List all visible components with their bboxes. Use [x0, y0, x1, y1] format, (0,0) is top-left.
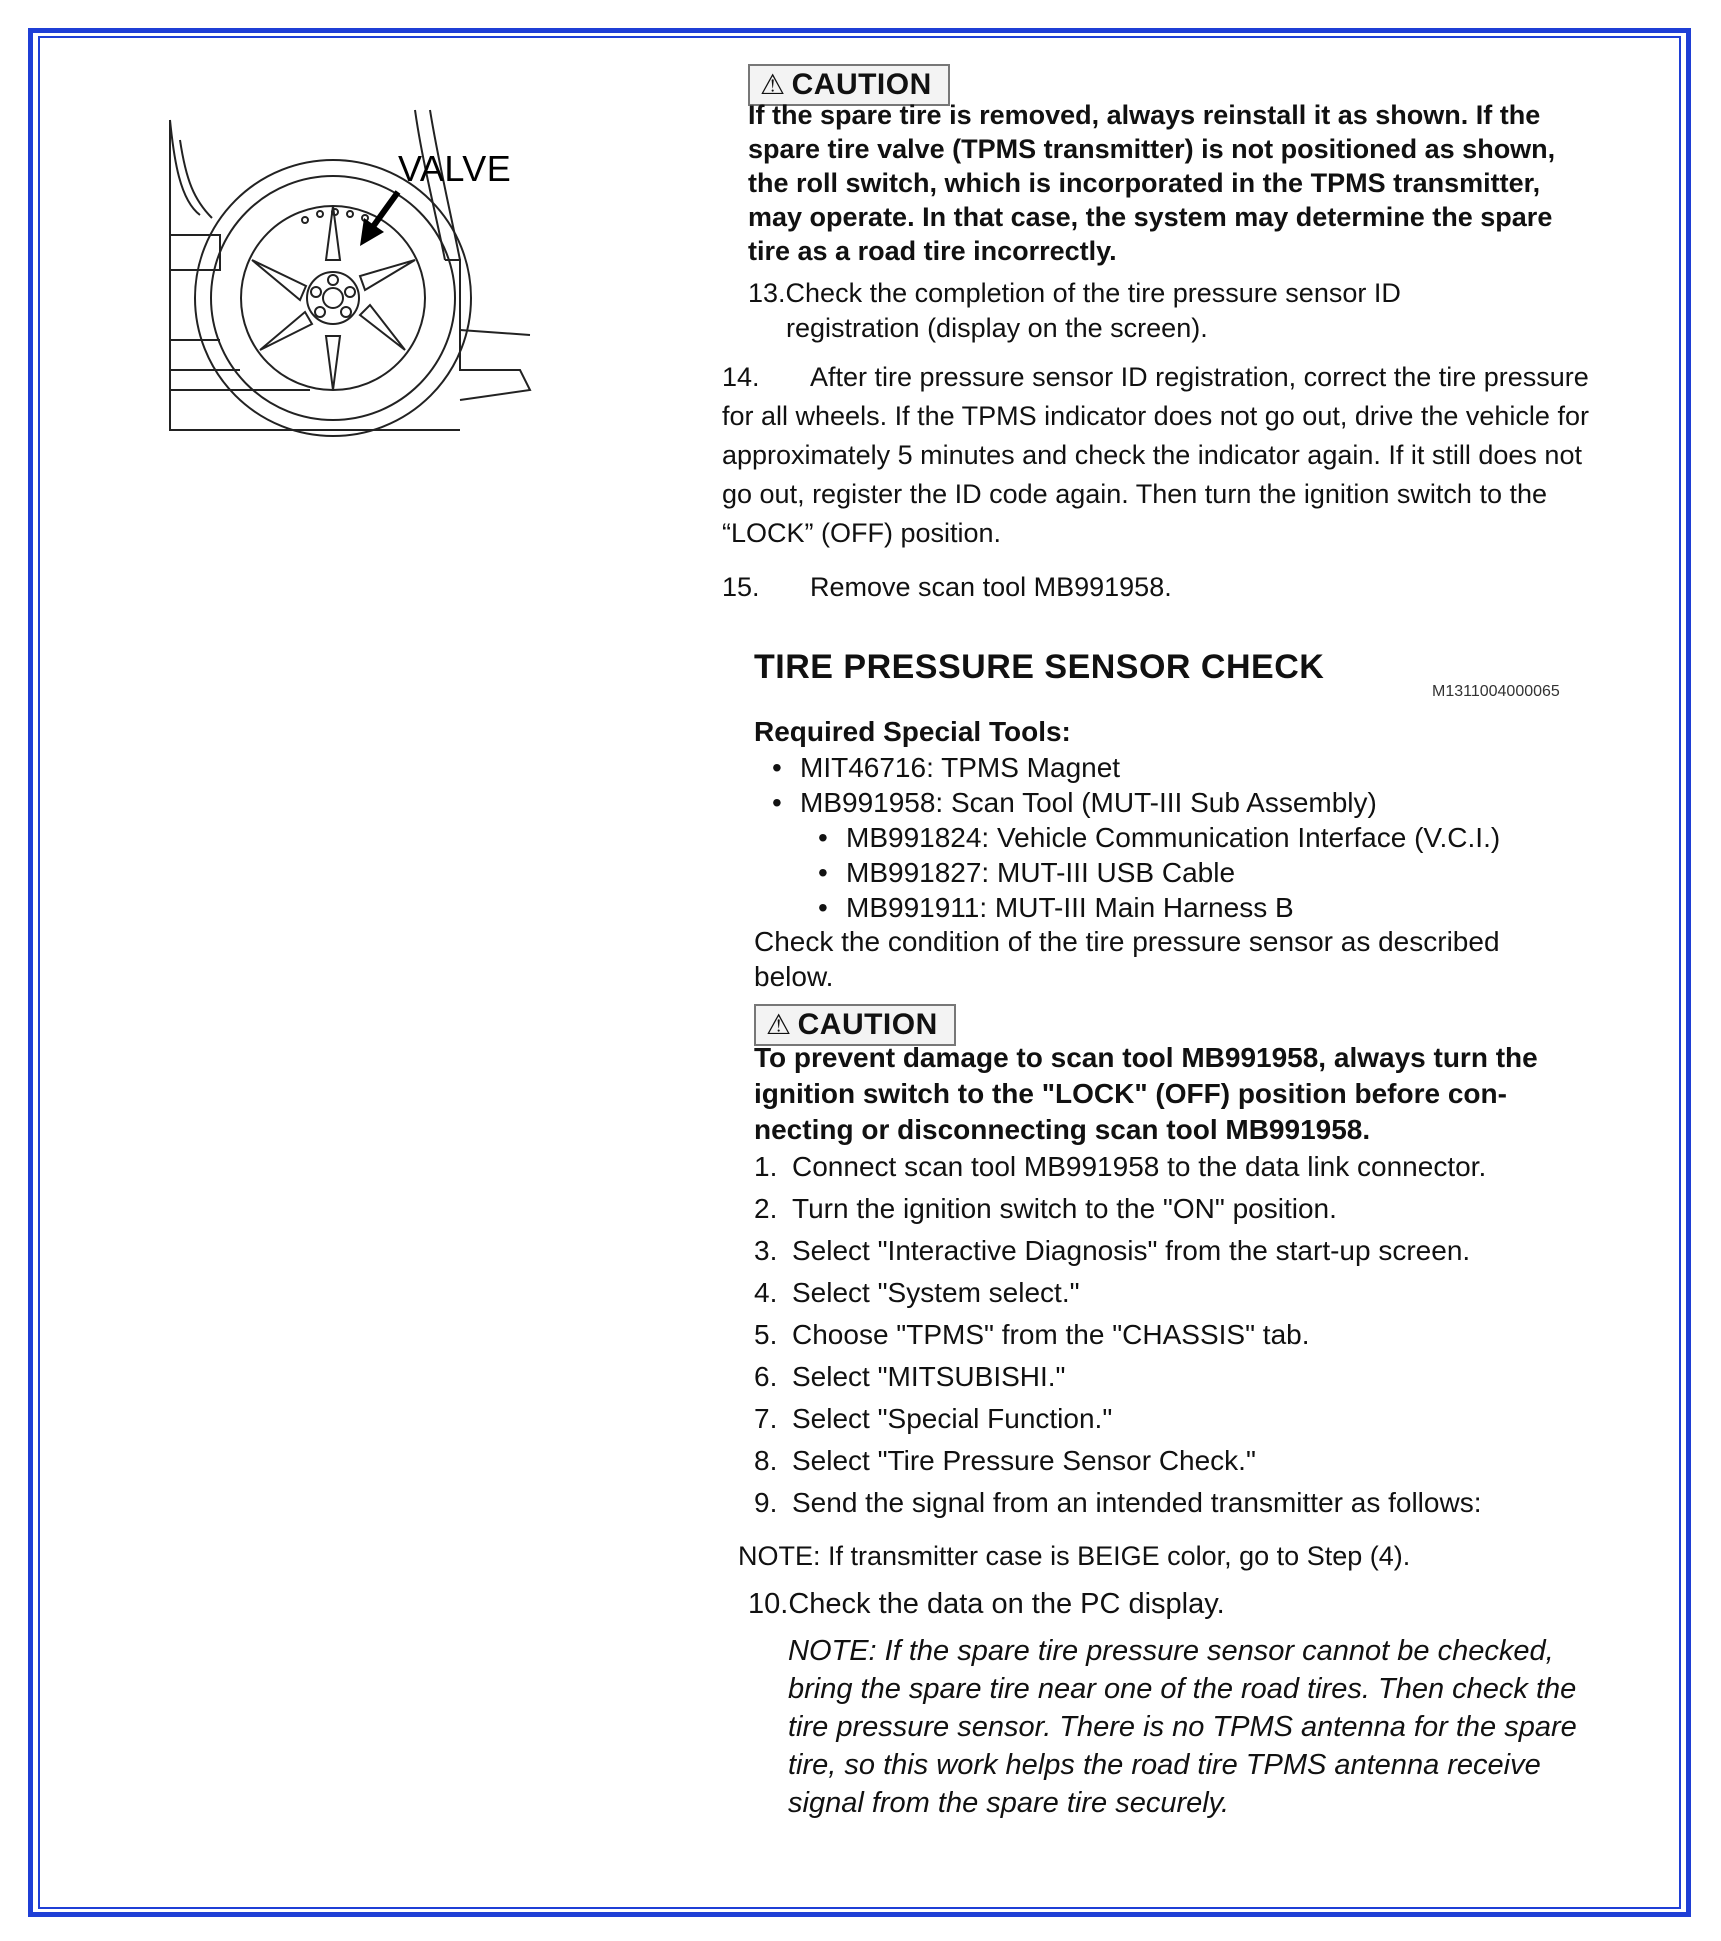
- step-13: [748, 276, 1578, 346]
- step-text: Turn the ignition switch to the "ON" position.: [792, 1193, 1337, 1224]
- valve-label: VALVE: [398, 148, 512, 189]
- note-spare-tire: NOTE: If the spare tire pressure sensor cannot be checked, bring the spare tire near one of the road tires. Then check the tire pressure sensor. There is no TPMS antenna for the spare tire, so this work helps the road tire TPMS antenna receive signal from the spare tire securely.: [788, 1635, 1577, 1819]
- note-transmitter: NOTE: If transmitter case is BEIGE color, go to Step (4).: [738, 1541, 1411, 1571]
- step-number: 8.: [754, 1445, 778, 1476]
- step-text: Select "Tire Pressure Sensor Check.": [792, 1445, 1256, 1476]
- procedure-step: [754, 1440, 1614, 1482]
- step-number: 1.: [754, 1151, 778, 1182]
- section-code: M1311004000065: [1432, 683, 1560, 700]
- procedure-step: [754, 1230, 1614, 1272]
- section-title: TIRE PRESSURE SENSOR CHECK: [754, 648, 1325, 686]
- caution-text-1: If the spare tire is removed, always reinstall it as shown. If the spare tire valve (TPMS transmitter) is not positioned as shown, the roll switch, which is incorporated in the TPMS transmitter, may operate. In that case, the system may determine the spare tire as a road tire incorrectly.: [748, 100, 1556, 266]
- warning-triangle-icon: ⚠: [760, 69, 786, 100]
- valve-arrow-icon: [360, 192, 398, 246]
- step-15: [722, 568, 1602, 607]
- step-text: Select "Special Function.": [792, 1403, 1113, 1434]
- step-number: 2.: [754, 1193, 778, 1224]
- step-14: [722, 358, 1602, 553]
- step-number: 14.: [722, 362, 760, 392]
- step-15-text: Remove scan tool MB991958.: [810, 572, 1172, 602]
- tool-subitem: • MB991827: MUT-III USB Cable: [754, 855, 1614, 890]
- step-number: 13.: [748, 278, 786, 308]
- step-number: 3.: [754, 1235, 778, 1266]
- procedure-step: [754, 1272, 1614, 1314]
- step-10: 10.Check the data on the PC display.: [748, 1588, 1225, 1620]
- step-text: Select "System select.": [792, 1277, 1080, 1308]
- step-text: Connect scan tool MB991958 to the data link connector.: [792, 1151, 1487, 1182]
- step-text: Select "Interactive Diagnosis" from the start-up screen.: [792, 1235, 1471, 1266]
- tools-heading: Required Special Tools:: [754, 716, 1071, 747]
- step-text: Select "MITSUBISHI.": [792, 1361, 1066, 1392]
- step-text: Send the signal from an intended transmitter as follows:: [792, 1487, 1482, 1518]
- caution-text-2: To prevent damage to scan tool MB991958, always turn the ignition switch to the "LOCK" (OFF) position before con-necting or disconnecting scan tool MB991958.: [754, 1042, 1538, 1145]
- step-number: 5.: [754, 1319, 778, 1350]
- procedure-step: [754, 1398, 1614, 1440]
- caution-label: CAUTION: [791, 68, 932, 101]
- step-13-line1: Check the completion of the tire pressure sensor ID: [785, 278, 1401, 308]
- tool-item: • MIT46716: TPMS Magnet: [754, 750, 1614, 785]
- procedure-step: [754, 1314, 1614, 1356]
- step-13-line2: registration (display on the screen).: [786, 313, 1208, 343]
- step-number: 15.: [722, 572, 760, 602]
- check-intro: Check the condition of the tire pressure sensor as described below.: [754, 926, 1500, 992]
- step-number: 6.: [754, 1361, 778, 1392]
- procedure-step: [754, 1146, 1614, 1188]
- tools-list: [754, 750, 1614, 925]
- procedure-steps: [754, 1146, 1614, 1524]
- step-number: 7.: [754, 1403, 778, 1434]
- tool-subitem: • MB991824: Vehicle Communication Interface (V.C.I.): [754, 820, 1614, 855]
- tool-item: • MB991958: Scan Tool (MUT-III Sub Assembly): [754, 785, 1614, 820]
- procedure-step: [754, 1188, 1614, 1230]
- caution-label: CAUTION: [797, 1008, 938, 1041]
- tool-subitem: • MB991911: MUT-III Main Harness B: [754, 890, 1614, 925]
- warning-triangle-icon: ⚠: [766, 1009, 792, 1040]
- step-14-text: After tire pressure sensor ID registration, correct the tire pressure for all wheels. If the TPMS indicator does not go out, drive the vehicle for approximately 5 minutes and check the indicator again. If it still does not go out, register the ID code again. Then turn the ignition switch to the “LOCK” (OFF) position.: [722, 362, 1589, 548]
- procedure-step: [754, 1356, 1614, 1398]
- step-number: 9.: [754, 1487, 778, 1518]
- step-number: 4.: [754, 1277, 778, 1308]
- procedure-step: [754, 1482, 1614, 1524]
- step-text: Choose "TPMS" from the "CHASSIS" tab.: [792, 1319, 1310, 1350]
